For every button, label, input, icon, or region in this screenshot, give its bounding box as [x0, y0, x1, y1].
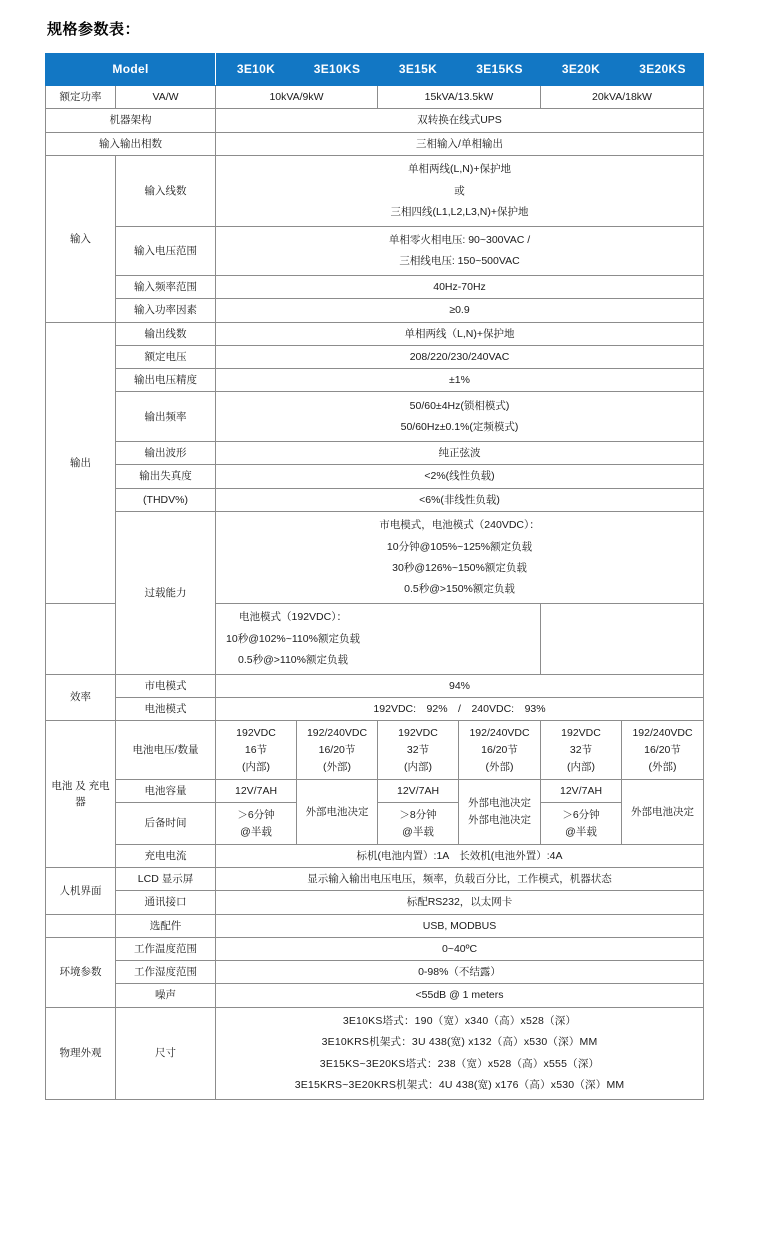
label-hmi-group: 人机界面 — [46, 868, 116, 915]
overload-block2-line-1: 电池模式（192VDC）： — [239, 611, 347, 624]
row-output-frequency — [46, 392, 704, 442]
value-battery-backup-3e10k — [216, 803, 297, 845]
input-wires-line-2: 或 — [454, 184, 465, 197]
value-output-wires: 单相两线（L,N)+保护地 — [216, 322, 704, 345]
battery-qty-3e10k-l1: 192VDC — [236, 726, 276, 739]
value-input-wires — [216, 155, 704, 226]
row-output-rated-voltage — [46, 345, 704, 368]
value-battery-qty-3e20k — [541, 721, 622, 780]
battery-backup-3e10k-l2: @半载 — [240, 826, 272, 838]
value-power-15k: 15kVA/13.5kW — [378, 86, 541, 109]
battery-qty-3e15ks-l1: 192/240VDC — [469, 726, 530, 739]
value-battery-qty-3e20ks — [622, 721, 704, 780]
param-optional-accessories: 选配件 — [116, 914, 216, 937]
battery-group-line-1: 电池 — [51, 779, 73, 792]
header-model-label: Model — [46, 54, 216, 86]
value-hmi-comm: 标配RS232，以太网卡 — [216, 891, 704, 914]
overload-block1-line-1: 市电模式，电池模式（240VDC）： — [379, 519, 540, 532]
overload-block2-line-2: 10秒@102%~110%额定负载 — [226, 632, 360, 645]
param-battery-capacity: 电池容量 — [116, 779, 216, 802]
output-frequency-line-2: 50/60Hz±0.1%(定频模式) — [400, 421, 519, 434]
input-wires-line-1: 单相两线(L,N)+保护地 — [408, 163, 511, 176]
param-input-wires: 输入线数 — [116, 155, 216, 226]
value-overload-utility-mode — [216, 511, 704, 603]
value-output-frequency — [216, 392, 704, 442]
overload-block1-line-4: 0.5秒@>150%额定负载 — [404, 583, 515, 596]
param-hmi-lcd: LCD 显示屏 — [116, 868, 216, 891]
row-output-waveform — [46, 441, 704, 464]
dimensions-line-3: 3E15KS~3E20KS塔式：238（宽）x528（高）x555（深） — [319, 1057, 600, 1070]
param-env-noise: 噪声 — [116, 984, 216, 1007]
value-power-10k: 10kVA/9kW — [216, 86, 378, 109]
row-hmi-comm — [46, 891, 704, 914]
param-output-thd-line2: (THDV%) — [116, 488, 216, 511]
battery-backup-3e10k-l1: ＞6分钟 — [237, 808, 275, 821]
value-output-rated-voltage: 208/220/230/240VAC — [216, 345, 704, 368]
label-rated-power: 额定功率 — [46, 86, 116, 109]
battery-qty-3e10ks-l1: 192/240VDC — [306, 726, 368, 739]
param-efficiency-battery-mode: 电池模式 — [116, 697, 216, 720]
row-rated-power — [46, 86, 704, 109]
battery-qty-3e15ks-l2: 16/20节 — [481, 743, 518, 756]
battery-backup-3e15ks-l1: 外部电池决定 — [468, 797, 532, 810]
battery-qty-3e20ks-l1: 192/240VDC — [632, 726, 693, 739]
table-header-row — [46, 54, 704, 86]
row-architecture — [46, 109, 704, 132]
param-efficiency-line-mode: 市电模式 — [116, 674, 216, 697]
value-battery-backup-3e10ks: 外部电池决定 — [297, 779, 378, 844]
label-environment-group: 环境参数 — [46, 937, 116, 1007]
param-output-voltage-accuracy: 输出电压精度 — [116, 369, 216, 392]
param-output-waveform: 输出波形 — [116, 441, 216, 464]
input-voltage-line-1: 单相零火相电压: 90~300VAC / — [388, 234, 531, 247]
value-battery-qty-3e15k — [378, 721, 459, 780]
battery-qty-3e15k-l3: (内部) — [404, 761, 433, 774]
value-output-thd-nonlinear: <6%(非线性负载) — [216, 488, 704, 511]
input-wires-line-3: 三相四线(L1,L2,L3,N)+保护地 — [390, 205, 529, 218]
row-output-voltage-accuracy — [46, 369, 704, 392]
value-overload-battery-mode — [46, 603, 541, 674]
battery-group-line-3: 充电器 — [75, 779, 110, 809]
value-env-noise: <55dB @ 1 meters — [216, 984, 704, 1007]
battery-backup-3e20k-l1: ＞6分钟 — [562, 808, 600, 821]
row-physical-dimensions — [46, 1007, 704, 1099]
value-optional-accessories: USB, MODBUS — [216, 914, 704, 937]
param-output-thd-line1: 输出失真度 — [116, 465, 216, 488]
row-efficiency-battery-mode — [46, 697, 704, 720]
battery-qty-3e10k-l3: (内部) — [242, 761, 271, 774]
value-battery-backup-3e20ks: 外部电池决定 — [622, 779, 704, 844]
specification-table — [45, 53, 704, 1100]
battery-qty-3e20ks-l2: 16/20节 — [644, 743, 681, 756]
value-output-waveform: 纯正弦波 — [216, 441, 704, 464]
row-battery-charge-current — [46, 844, 704, 867]
value-battery-charge-current: 标机(电池内置）:1A 长效机(电池外置）:4A — [216, 844, 704, 867]
value-battery-backup-3e20k — [541, 803, 622, 845]
label-output-group: 输出 — [46, 322, 116, 603]
value-battery-backup-3e15ks — [459, 779, 541, 844]
param-env-humidity: 工作湿度范围 — [116, 961, 216, 984]
battery-backup-3e15k-l1: ＞8分钟 — [399, 808, 437, 821]
value-input-voltage-range — [216, 226, 704, 276]
param-output-overload: 过载能力 — [116, 511, 216, 674]
battery-qty-3e20k-l2: 32节 — [569, 743, 593, 756]
value-physical-dimensions — [216, 1007, 704, 1099]
input-voltage-line-2: 三相线电压: 150~500VAC — [399, 255, 520, 268]
value-battery-capacity-3e10k: 12V/7AH — [216, 779, 297, 802]
battery-group-line-2: 及 — [75, 779, 86, 792]
header-model-3e10ks: 3E10KS — [297, 54, 378, 86]
battery-backup-3e20k-l2: @半载 — [565, 826, 597, 838]
param-va-w: VA/W — [116, 86, 216, 109]
param-output-frequency: 输出频率 — [116, 392, 216, 442]
value-hmi-lcd: 显示输入输出电压电压，频率，负载百分比，工作模式，机器状态 — [216, 868, 704, 891]
param-battery-charge-current: 充电电流 — [116, 844, 216, 867]
param-input-power-factor: 输入功率因素 — [116, 299, 216, 322]
row-output-overload-a — [46, 511, 704, 603]
label-optional-group — [46, 914, 116, 937]
row-env-temperature — [46, 937, 704, 960]
header-model-3e20ks: 3E20KS — [622, 54, 704, 86]
param-battery-backup-time: 后备时间 — [116, 803, 216, 845]
battery-backup-3e15ks-l2: 外部电池决定 — [468, 814, 532, 827]
row-env-noise — [46, 984, 704, 1007]
label-battery-group — [46, 721, 116, 868]
param-output-rated-voltage: 额定电压 — [116, 345, 216, 368]
row-env-humidity — [46, 961, 704, 984]
row-hmi-lcd — [46, 868, 704, 891]
row-phases — [46, 132, 704, 155]
param-architecture: 机器架构 — [46, 109, 216, 132]
value-power-20k: 20kVA/18kW — [541, 86, 704, 109]
param-env-temperature: 工作温度范围 — [116, 937, 216, 960]
battery-qty-3e10ks-l2: 16/20节 — [318, 743, 356, 756]
overload-block1-line-2: 10分钟@105%~125%额定负载 — [386, 540, 533, 553]
label-input-group: 输入 — [46, 155, 116, 322]
row-input-power-factor — [46, 299, 704, 322]
value-efficiency-line-mode: 94% — [216, 674, 704, 697]
battery-qty-3e20k-l1: 192VDC — [561, 726, 601, 739]
value-efficiency-battery-mode: 192VDC: 92% / 240VDC: 93% — [216, 697, 704, 720]
header-model-3e15k: 3E15K — [378, 54, 459, 86]
param-input-frequency: 输入频率范围 — [116, 276, 216, 299]
label-physical-group: 物理外观 — [46, 1007, 116, 1099]
battery-qty-3e15ks-l3: (外部) — [485, 761, 514, 774]
battery-qty-3e15k-l2: 32节 — [406, 743, 430, 756]
value-battery-capacity-3e20k: 12V/7AH — [541, 779, 622, 802]
dimensions-line-1: 3E10KS塔式：190（宽）x340（高）x528（深） — [342, 1015, 577, 1028]
value-battery-qty-3e10k — [216, 721, 297, 780]
value-env-temperature: 0~40ºC — [216, 937, 704, 960]
value-battery-qty-3e10ks — [297, 721, 378, 780]
param-phases: 输入输出相数 — [46, 132, 216, 155]
value-output-voltage-accuracy: ±1% — [216, 369, 704, 392]
output-frequency-line-1: 50/60±4Hz(锁相模式) — [409, 399, 510, 412]
header-model-3e15ks: 3E15KS — [459, 54, 541, 86]
battery-backup-3e15k-l2: @半载 — [402, 826, 434, 838]
dimensions-line-2: 3E10KRS机架式：3U 438(宽) x132（高）x530（深）MM — [321, 1036, 598, 1049]
value-architecture: 双转换在线式UPS — [216, 109, 704, 132]
value-input-frequency: 40Hz-70Hz — [216, 276, 704, 299]
dimensions-line-4: 3E15KRS~3E20KRS机架式：4U 438(宽) x176（高）x530（深）MM — [294, 1078, 625, 1091]
battery-qty-3e20ks-l3: (外部) — [648, 761, 677, 774]
param-battery-voltage-qty: 电池电压/数量 — [116, 721, 216, 780]
label-efficiency-group: 效率 — [46, 674, 116, 721]
param-input-voltage-range: 输入电压范围 — [116, 226, 216, 276]
battery-qty-3e20k-l3: (内部) — [567, 761, 596, 774]
row-output-wires — [46, 322, 704, 345]
param-hmi-comm: 通讯接口 — [116, 891, 216, 914]
param-output-wires: 输出线数 — [116, 322, 216, 345]
value-battery-capacity-3e15k: 12V/7AH — [378, 779, 459, 802]
row-input-frequency — [46, 276, 704, 299]
page-title: 规格参数表： — [47, 21, 141, 38]
row-output-thd-linear — [46, 465, 704, 488]
row-output-thd-nonlinear — [46, 488, 704, 511]
header-model-3e20k: 3E20K — [541, 54, 622, 86]
value-phases: 三相输入/单相输出 — [216, 132, 704, 155]
row-efficiency-line-mode — [46, 674, 704, 697]
param-physical-dimensions: 尺寸 — [116, 1007, 216, 1099]
overload-block1-line-3: 30秒@126%~150%额定负载 — [392, 561, 527, 574]
value-battery-backup-3e15k — [378, 803, 459, 845]
row-battery-capacity — [46, 779, 704, 802]
row-optional-accessories — [46, 914, 704, 937]
value-battery-qty-3e15ks — [459, 721, 541, 780]
row-output-overload-b — [46, 603, 704, 674]
battery-qty-3e15k-l1: 192VDC — [398, 726, 438, 739]
value-output-thd-linear: <2%(线性负载) — [216, 465, 704, 488]
row-input-voltage-range — [46, 226, 704, 276]
value-env-humidity: 0-98%（不结露） — [216, 961, 704, 984]
header-model-3e10k: 3E10K — [216, 54, 297, 86]
row-input-wires — [46, 155, 704, 226]
battery-qty-3e10k-l2: 16节 — [244, 743, 268, 756]
battery-qty-3e10ks-l3: (外部) — [323, 761, 352, 774]
row-battery-voltage-qty — [46, 721, 704, 780]
value-input-power-factor: ≥0.9 — [216, 299, 704, 322]
overload-block2-line-3: 0.5秒@>110%额定负载 — [238, 653, 348, 666]
